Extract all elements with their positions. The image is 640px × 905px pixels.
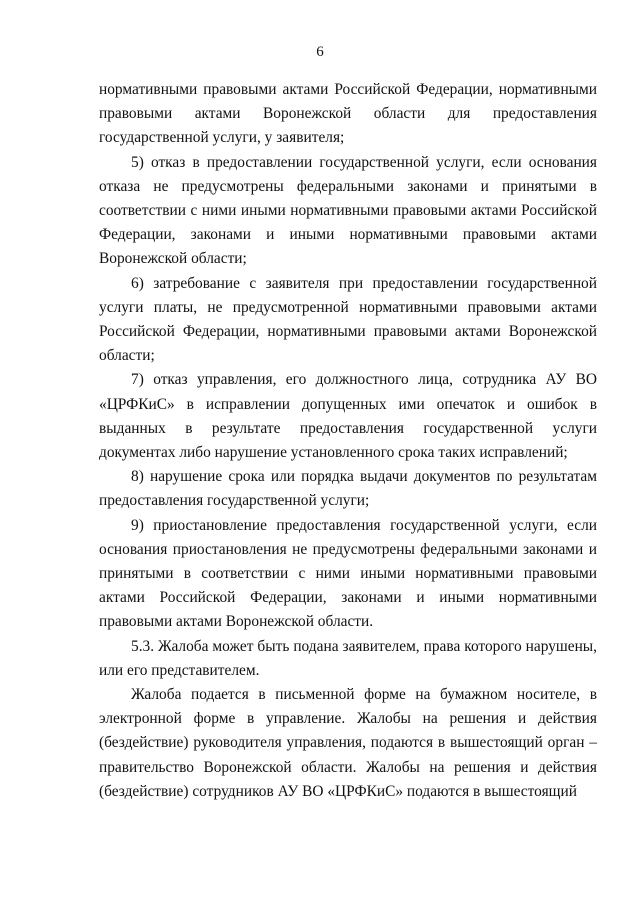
paragraph-continuation: нормативными правовыми актами Российской Федерации, нормативными правовыми актами Воронежской области для предоставления государственной услуги, у заявителя;: [99, 81, 597, 147]
paragraph-item-6: 6) затребование с заявителя при предоставлении государственной услуги платы, не предусмотренной нормативными правовыми актами Российской Федерации, нормативными правовыми актами Воронежской области;: [99, 274, 597, 365]
paragraph-section-5-3: 5.3. Жалоба может быть подана заявителем, права которого нарушены, или его представителем.: [99, 637, 597, 679]
paragraph-item-5: 5) отказ в предоставлении государственной услуги, если основания отказа не предусмотрены федеральными законами и принятыми в соответствии с ними иными нормативными правовыми актами Российской Федерации, законами и иными нормативными правовыми актами Воронежской области;: [99, 153, 597, 268]
paragraph-item-9: 9) приостановление предоставления государственной услуги, если основания приостановления не предусмотрены федеральными законами и принятыми в соответствии с ними иными нормативными правовыми актами Российской Федерации, законами и иными нормативными правовыми актами Воронежской области.: [99, 516, 597, 631]
paragraph-item-8: 8) нарушение срока или порядка выдачи документов по результатам предоставления государственной услуги;: [99, 468, 597, 510]
paragraph-complaint-submission: Жалоба подается в письменной форме на бумажном носителе, в электронной форме в управление. Жалобы на решения и действия (бездействие) руководителя управления, подаются в вышестоящий орган – правительство Воронежской области. Жалобы на решения и действия (бездействие) сотрудников АУ ВО «ЦРФКиС» подаются в вышестоящий: [99, 686, 597, 800]
page-number: 6: [316, 44, 324, 60]
document-body: [99, 78, 597, 804]
paragraph-item-7: 7) отказ управления, его должностного лица, сотрудника АУ ВО «ЦРФКиС» в исправлении допущенных ими опечаток и ошибок в выданных в результате предоставления государственной услуги документах либо нарушение установленного срока таких исправлений;: [99, 371, 597, 462]
